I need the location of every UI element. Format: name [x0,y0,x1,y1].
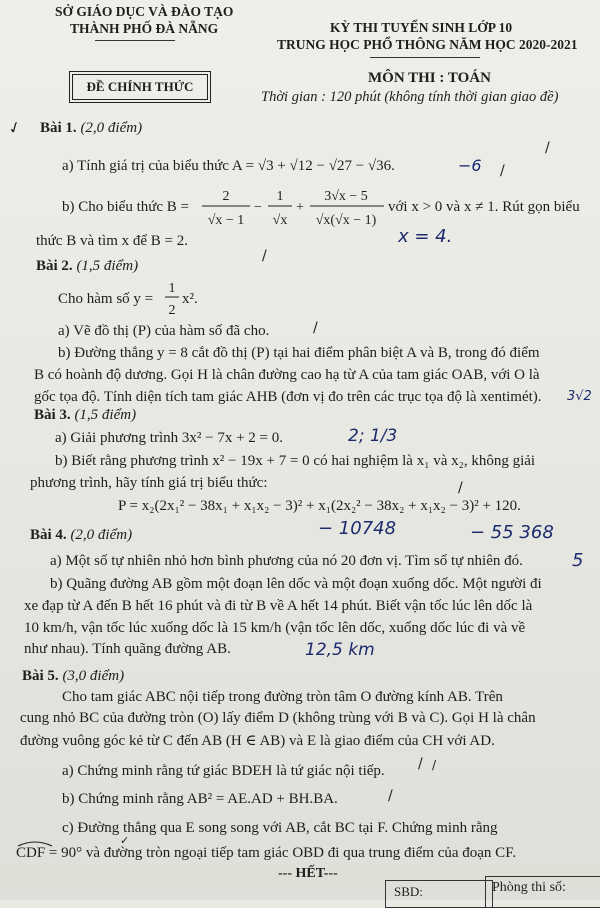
frac1-den: √x − 1 [207,213,245,228]
frac2-den: √x [272,213,288,228]
problem-5b: b) Chứng minh rằng AB² = AE.AD + BH.BA. [62,791,338,807]
problem-4-title: Bài 4. [30,527,71,543]
problem-1b-line2: thức B và tìm x để B = 2. [36,233,188,249]
problem-2-points: (1,5 điểm) [76,258,139,274]
problem-2b-line1: b) Đường thẳng y = 8 cắt đồ thị (P) tại hai điểm phân biệt A và B, trong đó điểm [58,345,540,361]
problem-1-title: Bài 1. [40,120,81,136]
problem-2-half-fraction [162,276,182,324]
problem-4b-line1: b) Quãng đường AB gồm một đoạn lên dốc và một đoạn xuống dốc. Một người đi [50,576,542,592]
exam-title-line2: TRUNG HỌC PHỔ THÔNG NĂM HỌC 2020-2021 [277,37,578,52]
half-num: 1 [168,281,176,296]
handwritten-answer-4b: 12,5 km [305,640,375,660]
frac2-num: 1 [276,189,284,204]
candidate-number-field: SBD: [385,880,493,908]
subject-line: MÔN THI : TOÁN [368,70,491,86]
svg-text:−: − [254,200,262,215]
problem-5-intro-line2: cung nhỏ BC của đường tròn (O) lấy điểm D (không trùng với B và C). Gọi H là chân [20,710,536,726]
exam-room-field: Phòng thi số: [485,876,600,908]
frac1-num: 2 [222,189,230,204]
half-den: 2 [168,303,176,318]
problem-1b-expression [196,182,386,234]
problem-3b-formula: P = x₂(2x₁² − 38x₁ + x₁x₂ − 3)² + x₁(2x₂² − 38x₂ + x₁x₂ − 3)² + 120. [118,498,521,514]
check-mark-icon: / [432,758,437,772]
problem-5-points: (3,0 điểm) [62,668,125,684]
handwritten-answer-4a: 5 [572,550,584,571]
problem-2b-line3: gốc tọa độ. Tính diện tích tam giác AHB (đơn vị đo trên các trục tọa độ là xentimét). [34,389,542,405]
exam-title-line1: KỲ THI TUYỂN SINH LỚP 10 [330,20,513,35]
department-line2: THÀNH PHỐ ĐÀ NẴNG [70,21,219,36]
handwritten-answer-1a: −6 [458,156,482,175]
problem-5c-line1: c) Đường thẳng qua E song song với AB, cắt BC tại F. Chứng minh rằng [62,820,498,836]
check-mark-icon: / [388,788,393,804]
problem-4b-line4: như nhau). Tính quãng đường AB. [24,641,231,657]
problem-1a: a) Tính giá trị của biểu thức A = √3 + √12 − √27 − √36. [62,158,395,174]
problem-2-intro-suffix: x². [182,291,198,307]
handwritten-answer-2b: 3√2 [567,389,592,404]
problem-3-title: Bài 3. [34,407,75,423]
problem-3b-line1: b) Biết rằng phương trình x² − 19x + 7 = 0 có hai nghiệm là x₁ và x₂, không giải [55,453,536,469]
problem-5-intro-line1: Cho tam giác ABC nội tiếp trong đường tròn tâm O đường kính AB. Trên [62,689,503,705]
frac3-den: √x(√x − 1) [315,213,377,228]
problem-5c-line2: CDF = 90° và đường tròn ngoại tiếp tam giác OBD đi qua trung điểm của đoạn CF. [16,845,517,861]
problem-4b-line3: 10 km/h, vận tốc lúc xuống dốc là 15 km/h (vận tốc lên dốc, xuống dốc lúc đi và về [24,620,526,636]
end-mark: --- HẾT--- [278,866,338,881]
problem-2-heading [36,258,138,275]
header-divider-left [95,40,175,41]
arc-overline [16,839,54,847]
problem-1-points: (2,0 điểm) [80,120,143,136]
problem-5-heading [22,668,124,685]
check-mark-icon: / [500,163,505,179]
problem-5a: a) Chứng minh rằng tứ giác BDEH là tứ giác nội tiếp. [62,763,385,779]
problem-2-title: Bài 2. [36,258,77,274]
frac3-num: 3√x − 5 [324,189,368,204]
header-divider-right [370,57,480,58]
check-mark-icon: ✓ [120,834,130,847]
problem-3-points: (1,5 điểm) [74,407,137,423]
problem-2b-line2: B có hoành độ dương. Gọi H là chân đường cao hạ từ A của tam giác OAB, với O là [34,367,540,383]
problem-3a: a) Giải phương trình 3x² − 7x + 2 = 0. [55,430,283,446]
department-line1: SỞ GIÁO DỤC VÀ ĐÀO TẠO [55,4,234,19]
check-mark-icon: ✓ [5,116,25,139]
check-mark-icon: / [545,140,550,156]
problem-5-title: Bài 5. [22,668,63,684]
problem-3-heading [34,407,136,424]
time-line: Thời gian : 120 phút (không tính thời gian giao đề) [261,89,559,105]
check-mark-icon: / [262,248,267,264]
problem-5-intro-line3: đường vuông góc kẻ từ C đến AB (H ∈ AB) và E là giao điểm của CH với AD. [20,733,495,749]
handwritten-answer-3b-alt: − 55 368 [470,522,554,543]
problem-4a: a) Một số tự nhiên nhỏ hơn bình phương của nó 20 đơn vị. Tìm số tự nhiên đó. [50,553,523,569]
problem-1b-prefix: b) Cho biểu thức B = [62,199,189,215]
problem-4b-line2: xe đạp từ A đến B hết 16 phút và đi từ B về A hết 14 phút. Biết vận tốc lúc lên dốc là [24,598,533,614]
svg-text:+: + [296,200,304,215]
problem-2-intro-prefix: Cho hàm số y = [58,291,154,307]
handwritten-answer-1b: x = 4. [398,226,453,247]
check-mark-icon: / [458,480,463,496]
handwritten-answer-3b: − 10748 [318,518,397,539]
problem-1b-suffix: với x > 0 và x ≠ 1. Rút gọn biểu [388,199,580,215]
problem-1-heading [40,120,142,137]
problem-4-points: (2,0 điểm) [70,527,133,543]
check-mark-icon: / [313,320,318,336]
problem-4-heading [30,527,132,544]
official-exam-badge: ĐỀ CHÍNH THỨC [72,74,208,100]
problem-2a: a) Vẽ đồ thị (P) của hàm số đã cho. [58,323,270,339]
handwritten-answer-3a: 2; 1/3 [348,426,398,446]
check-mark-icon: / [418,756,423,772]
problem-3b-line2: phương trình, hãy tính giá trị biểu thức: [30,475,268,491]
